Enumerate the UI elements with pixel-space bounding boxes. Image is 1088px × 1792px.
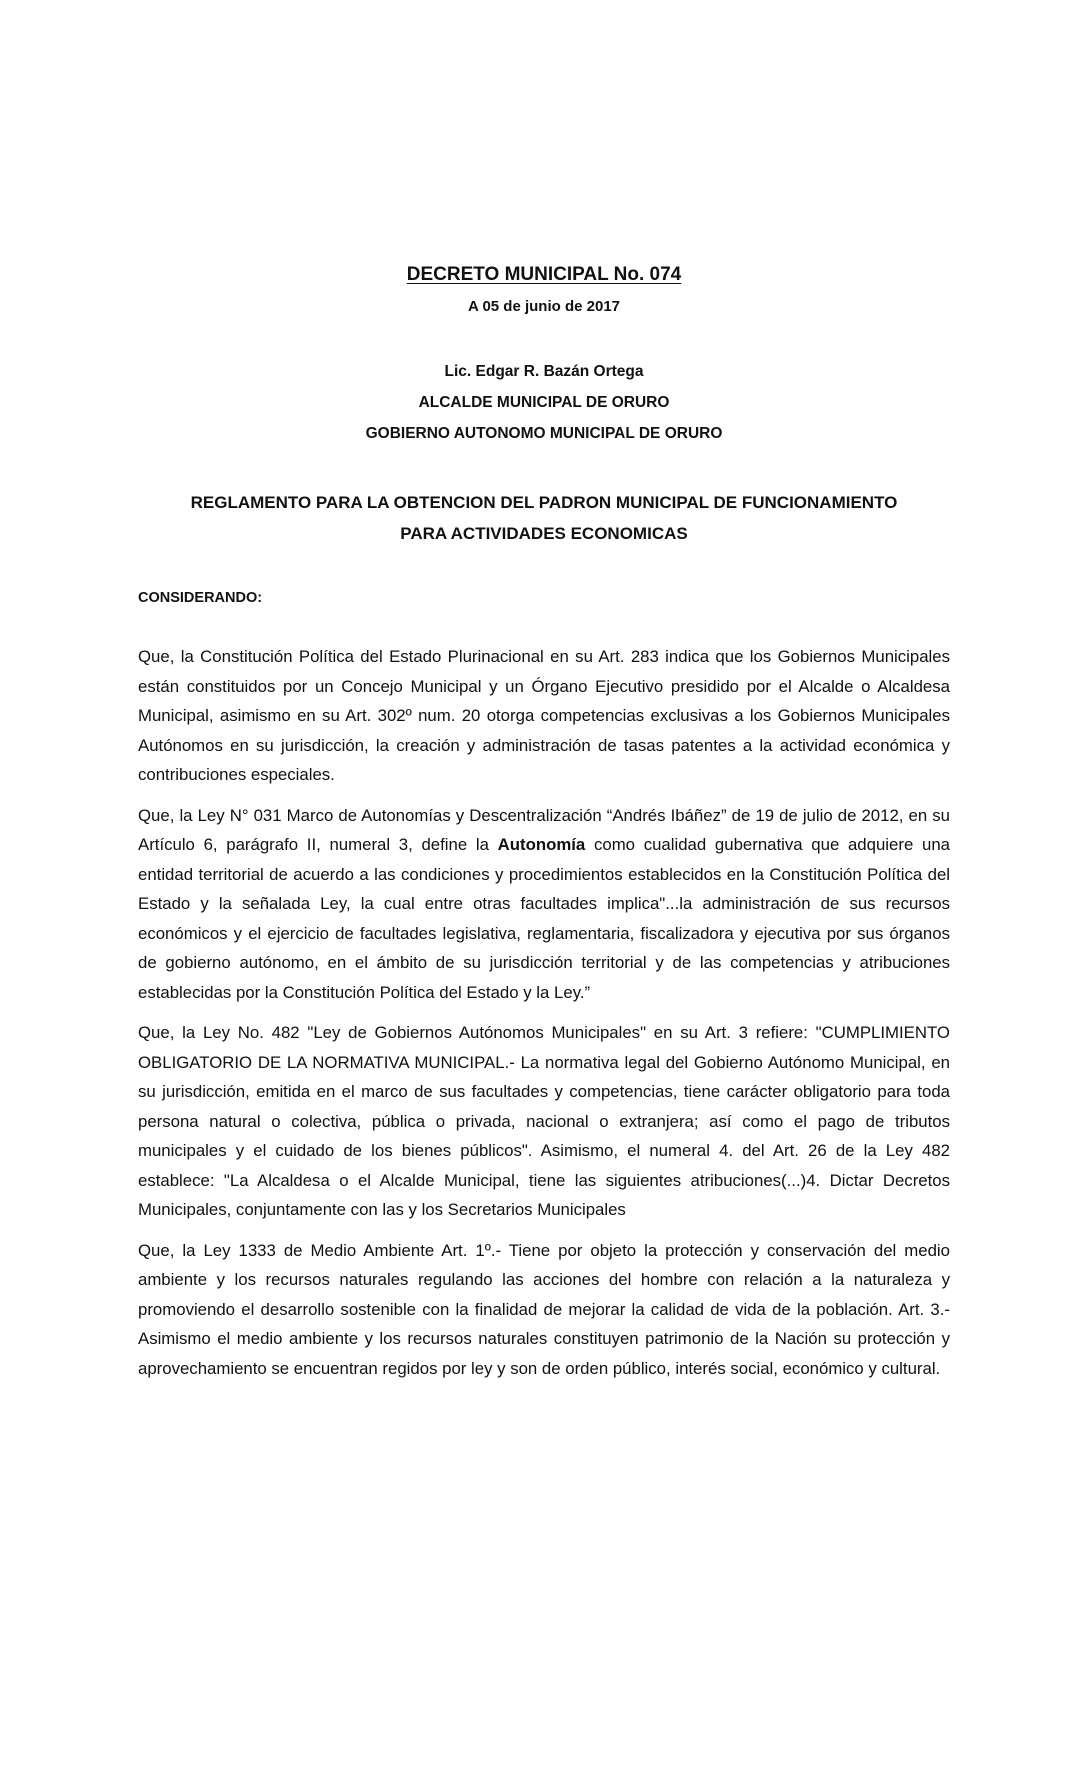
regulation-title-line-2: PARA ACTIVIDADES ECONOMICAS bbox=[400, 524, 688, 543]
signatory-role: ALCALDE MUNICIPAL DE ORURO bbox=[418, 394, 670, 411]
paragraph-ley-031 bbox=[138, 801, 950, 1008]
paragraph-ley-482: Que, la Ley No. 482 "Ley de Gobiernos Autónomos Municipales" en su Art. 3 refiere: "CUMPLIMIENTO OBLIGATORIO DE LA NORMATIVA MUNICIPAL.- La normativa legal del Gobierno Autónomo Municipal, en su jurisdicción, emitida en el marco de sus facultades y competencias, tiene carácter obligatorio para toda persona natural o colectiva, pública o privada, nacional o extranjera; así como el pago de tributos municipales y el cuidado de los bienes públicos". Asimismo, el numeral 4. del Art. 26 de la Ley 482 establece: "La Alcaldesa o el Alcalde Municipal, tiene las siguientes atribuciones(...)4. Dictar Decretos Municipales, conjuntamente con las y los Secretarios Municipales bbox=[138, 1023, 950, 1219]
paragraph-ley-031-text-end: como cualidad gubernativa que adquiere una entidad territorial de acuerdo a las condiciones y procedimientos establecidos en la Constitución Política del Estado y la señalada Ley, la cual entre otras facultades implica"...la administración de sus recursos económicos y el ejercicio de facultades legislativa, reglamentaria, fiscalizadora y ejecutiva por sus órganos de gobierno autónomo, en el ámbito de su jurisdicción territorial y de las competencias y atribuciones establecidas por la Constitución Política del Estado y la Ley.” bbox=[138, 835, 950, 1002]
paragraph-ley-1333: Que, la Ley 1333 de Medio Ambiente Art. 1º.- Tiene por objeto la protección y conservación del medio ambiente y los recursos naturales regulando las acciones del hombre con relación a la naturaleza y promoviendo el desarrollo sostenible con la finalidad de mejorar la calidad de vida de la población. Art. 3.- Asimismo el medio ambiente y los recursos naturales constituyen patrimonio de la Nación su protección y aprovechamiento se encuentran regidos por ley y son de orden público, interés social, económico y cultural. bbox=[138, 1240, 950, 1378]
autonomia-term: Autonomía bbox=[497, 835, 586, 854]
signatory-organization: GOBIERNO AUTONOMO MUNICIPAL DE ORURO bbox=[365, 425, 723, 442]
paragraph-constitucion: Que, la Constitución Política del Estado Plurinacional en su Art. 283 indica que los Gobiernos Municipales están constituidos por un Concejo Municipal y un Órgano Ejecutivo presidido por el Alcalde o Alcaldesa Municipal, asimismo en su Art. 302º num. 20 otorga competencias exclusivas a los Gobiernos Municipales Autónomos en su jurisdicción, la creación y administración de tasas patentes a la actividad económica y contribuciones especiales. bbox=[138, 647, 950, 784]
considerando-heading: CONSIDERANDO: bbox=[138, 590, 263, 606]
signatory-name: Lic. Edgar R. Bazán Ortega bbox=[444, 363, 644, 380]
regulation-title bbox=[130, 487, 958, 549]
document-body bbox=[138, 642, 950, 1394]
decree-title: DECRETO MUNICIPAL No. 074 bbox=[406, 264, 682, 285]
decree-date: A 05 de junio de 2017 bbox=[468, 298, 620, 315]
paragraph-ley-031-text-start: Que, la Ley N° 031 Marco de Autonomías y Descentralización “Andrés Ibáñez” de 19 de julio de 2012, en su Artículo 6, parágrafo II, numeral 3, define la bbox=[138, 805, 950, 854]
regulation-title-line-1: REGLAMENTO PARA LA OBTENCION DEL PADRON MUNICIPAL DE FUNCIONAMIENTO bbox=[190, 493, 898, 512]
